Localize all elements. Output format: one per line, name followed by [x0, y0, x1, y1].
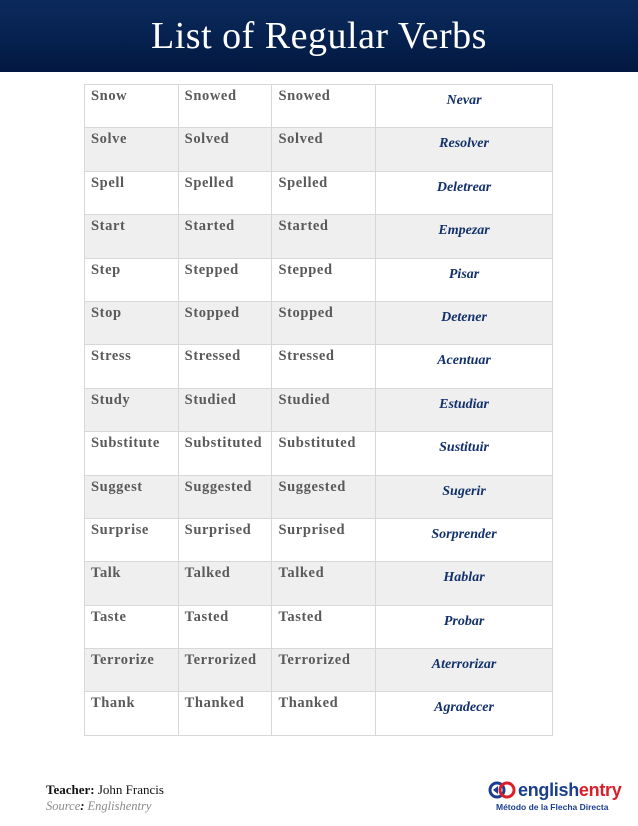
verb-past-text: Stepped	[184, 261, 239, 278]
verb-participle-cell	[272, 388, 376, 431]
verb-past-text: Spelled	[184, 174, 234, 191]
verb-past-text: Suggested	[184, 478, 253, 495]
verb-base-text: Talk	[91, 565, 122, 582]
verb-translation-cell	[376, 128, 553, 171]
verb-translation-cell	[376, 649, 553, 692]
verb-row	[85, 432, 553, 475]
verb-participle-text: Stressed	[278, 348, 335, 365]
verb-translation-text: Agradecer	[434, 700, 494, 716]
verb-past-cell	[178, 518, 272, 561]
verb-participle-cell	[272, 215, 376, 258]
verb-past-text: Stopped	[184, 304, 240, 321]
verb-table-body	[85, 85, 553, 736]
teacher-line	[46, 782, 164, 798]
verb-participle-text: Studied	[278, 391, 331, 408]
verb-participle-cell	[272, 85, 376, 128]
verb-translation-text: Probar	[443, 613, 485, 629]
verb-past-text: Talked	[184, 565, 231, 582]
verb-participle-cell	[272, 649, 376, 692]
verb-past-cell	[178, 215, 272, 258]
verb-row	[85, 692, 553, 735]
verb-base-text: Stress	[91, 348, 132, 365]
logo-tagline: Método de la Flecha Directa	[496, 802, 609, 812]
verb-past-cell	[178, 605, 272, 648]
footer-credits	[46, 782, 164, 814]
verb-participle-text: Thanked	[278, 695, 339, 712]
verb-translation-text: Estudiar	[439, 396, 489, 412]
verb-translation-text: Sorprender	[431, 526, 497, 542]
verb-participle-text: Terrorized	[278, 652, 351, 669]
verb-translation-text: Nevar	[446, 93, 482, 108]
double-arrow-logo-icon	[488, 780, 518, 800]
verb-past-text: Substituted	[184, 435, 263, 452]
verb-base-cell	[85, 475, 179, 518]
verb-participle-cell	[272, 171, 376, 214]
verb-base-text: Spell	[91, 174, 125, 191]
verb-translation-text: Sustituir	[439, 440, 489, 456]
verb-participle-text: Solved	[278, 131, 324, 148]
verb-participle-text: Stepped	[278, 261, 333, 278]
verb-past-text: Tasted	[184, 608, 229, 625]
verb-translation-text: Acentuar	[437, 353, 491, 369]
verb-row	[85, 649, 553, 692]
verb-base-text: Suggest	[91, 478, 143, 495]
verb-past-cell	[178, 562, 272, 605]
verb-participle-text: Snowed	[278, 88, 331, 104]
verb-translation-text: Deletrear	[436, 179, 492, 195]
verb-translation-cell	[376, 562, 553, 605]
verb-past-text: Surprised	[184, 521, 252, 538]
page-header	[0, 0, 638, 72]
verb-participle-text: Tasted	[278, 608, 323, 625]
verb-participle-cell	[272, 345, 376, 388]
verb-base-text: Terrorize	[91, 652, 155, 669]
verb-translation-cell	[376, 345, 553, 388]
verb-row	[85, 388, 553, 431]
verb-participle-text: Started	[278, 218, 329, 235]
verb-translation-cell	[376, 518, 553, 561]
verb-base-text: Thank	[91, 695, 136, 712]
verb-base-cell	[85, 605, 179, 648]
verb-row	[85, 605, 553, 648]
verb-base-text: Taste	[91, 608, 127, 625]
verb-participle-cell	[272, 518, 376, 561]
verb-base-cell	[85, 301, 179, 344]
verb-translation-cell	[376, 692, 553, 735]
verb-past-text: Terrorized	[184, 652, 257, 669]
verb-base-text: Step	[91, 261, 121, 278]
verb-base-text: Start	[91, 218, 126, 235]
verb-past-cell	[178, 128, 272, 171]
verb-base-cell	[85, 215, 179, 258]
verb-translation-cell	[376, 475, 553, 518]
logo-wordmark	[518, 780, 621, 800]
verb-participle-text: Substituted	[278, 435, 356, 452]
verb-base-text: Substitute	[91, 435, 160, 452]
verb-row	[85, 128, 553, 171]
source-label: Source	[46, 799, 81, 813]
verb-base-text: Study	[91, 391, 131, 408]
verb-base-cell	[85, 562, 179, 605]
verb-past-cell	[178, 85, 272, 128]
logo-word-red: entry	[578, 780, 622, 800]
verb-table	[84, 84, 553, 736]
verb-translation-text: Pisar	[448, 266, 480, 282]
source-colon: :	[80, 799, 85, 813]
verb-past-cell	[178, 258, 272, 301]
verb-participle-text: Suggested	[278, 478, 346, 495]
verb-participle-text: Surprised	[278, 521, 346, 538]
verb-base-cell	[85, 432, 179, 475]
verb-past-text: Solved	[184, 131, 230, 148]
verb-translation-cell	[376, 258, 553, 301]
verb-base-text: Surprise	[91, 521, 149, 538]
verb-translation-cell	[376, 432, 553, 475]
verb-participle-cell	[272, 301, 376, 344]
verb-translation-cell	[376, 388, 553, 431]
verb-translation-cell	[376, 215, 553, 258]
verb-translation-text: Hablar	[443, 570, 485, 586]
verb-translation-text: Resolver	[439, 136, 489, 152]
verb-past-cell	[178, 692, 272, 735]
verb-row	[85, 301, 553, 344]
teacher-label: Teacher:	[46, 782, 95, 797]
source-line	[46, 799, 164, 814]
verb-translation-text: Sugerir	[442, 483, 486, 499]
verb-translation-cell	[376, 605, 553, 648]
verb-row	[85, 258, 553, 301]
verb-row	[85, 215, 553, 258]
verb-past-cell	[178, 388, 272, 431]
verb-past-cell	[178, 171, 272, 214]
englishentry-logo	[488, 780, 628, 814]
verb-past-text: Snowed	[184, 88, 237, 104]
verb-translation-text: Empezar	[438, 223, 490, 239]
verb-past-text: Studied	[184, 391, 237, 408]
verb-past-text: Stressed	[184, 348, 241, 365]
verb-base-cell	[85, 518, 179, 561]
verb-base-cell	[85, 388, 179, 431]
verb-participle-cell	[272, 432, 376, 475]
verb-translation-cell	[376, 85, 553, 128]
verb-base-cell	[85, 258, 179, 301]
verb-past-cell	[178, 649, 272, 692]
verb-row	[85, 171, 553, 214]
verb-translation-text: Detener	[441, 309, 487, 325]
verb-translation-cell	[376, 301, 553, 344]
page-title: List of Regular Verbs	[151, 15, 487, 57]
verb-past-cell	[178, 475, 272, 518]
teacher-name: John Francis	[97, 782, 164, 797]
source-value: Englishentry	[87, 799, 152, 813]
verb-translation-text: Aterrorizar	[431, 657, 497, 673]
verb-participle-cell	[272, 258, 376, 301]
verb-past-text: Thanked	[184, 695, 245, 712]
verb-participle-text: Talked	[278, 565, 325, 582]
verb-participle-cell	[272, 128, 376, 171]
verb-past-text: Started	[184, 218, 235, 235]
verb-row	[85, 475, 553, 518]
verb-participle-cell	[272, 692, 376, 735]
verb-base-text: Snow	[91, 88, 128, 104]
verb-base-text: Solve	[91, 131, 128, 148]
verb-translation-cell	[376, 171, 553, 214]
verb-row	[85, 562, 553, 605]
verb-base-cell	[85, 171, 179, 214]
verb-participle-text: Spelled	[278, 174, 328, 191]
verb-base-cell	[85, 345, 179, 388]
verb-row	[85, 518, 553, 561]
verb-participle-text: Stopped	[278, 304, 334, 321]
verb-row	[85, 345, 553, 388]
verb-past-cell	[178, 345, 272, 388]
verb-base-cell	[85, 85, 179, 128]
verb-row	[85, 85, 553, 128]
verb-participle-cell	[272, 475, 376, 518]
verb-past-cell	[178, 301, 272, 344]
verb-base-cell	[85, 692, 179, 735]
verb-past-cell	[178, 432, 272, 475]
verb-base-cell	[85, 128, 179, 171]
verb-base-cell	[85, 649, 179, 692]
verb-participle-cell	[272, 562, 376, 605]
verb-base-text: Stop	[91, 304, 122, 321]
logo-word-blue: english	[518, 780, 579, 800]
verb-participle-cell	[272, 605, 376, 648]
